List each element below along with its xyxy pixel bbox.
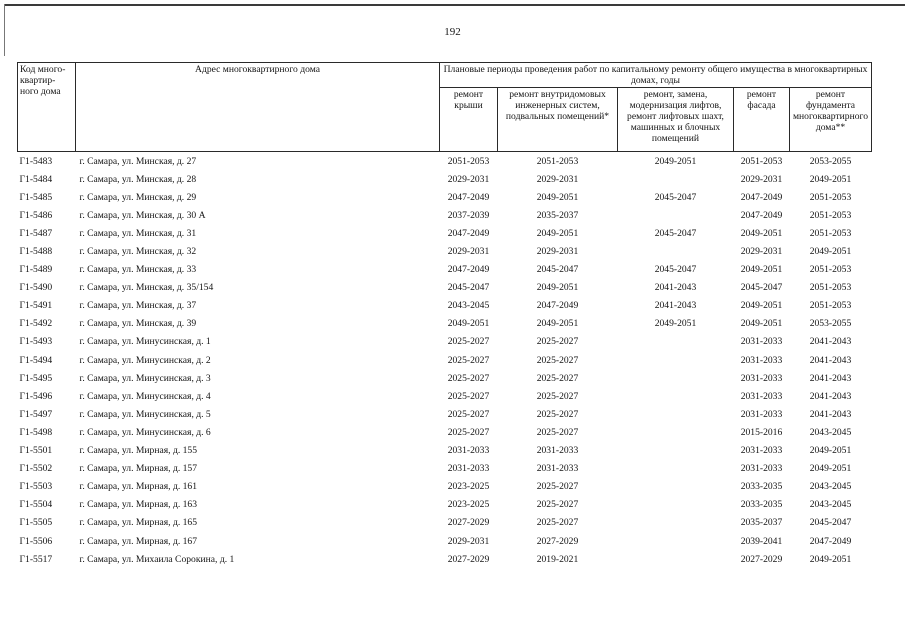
cell-code: Г1-5495: [19, 372, 53, 384]
cell-foundation: 2043-2045: [809, 481, 852, 493]
cell-elevators: 2041-2043: [654, 282, 697, 294]
cell-roof: 2047-2049: [447, 227, 490, 239]
cell-roof: 2027-2029: [447, 517, 490, 529]
cell-address: г. Самара, ул. Мирная, д. 165: [79, 517, 198, 529]
table-row: [18, 532, 872, 550]
cell-facade: 2031-2033: [740, 463, 783, 475]
cell-code: Г1-5502: [19, 463, 53, 475]
cell-foundation: 2051-2053: [809, 191, 852, 203]
table-header: [18, 63, 872, 152]
cell-roof: 2049-2051: [447, 318, 490, 330]
cell-roof: 2025-2027: [447, 336, 490, 348]
table-row: [18, 423, 872, 441]
cell-facade: 2031-2033: [740, 354, 783, 366]
capital-repair-table: [17, 62, 872, 568]
cell-foundation: 2049-2051: [809, 553, 852, 565]
cell-roof: 2025-2027: [447, 408, 490, 420]
table-row: [18, 261, 872, 279]
cell-systems: 2025-2027: [536, 481, 579, 493]
table-row: [18, 514, 872, 532]
cell-address: г. Самара, ул. Минусинская, д. 3: [79, 372, 211, 384]
cell-systems: 2031-2033: [536, 463, 579, 475]
cell-elevators: 2049-2051: [654, 318, 697, 330]
table-row: [18, 170, 872, 188]
cell-roof: 2029-2031: [447, 535, 490, 547]
cell-code: Г1-5498: [19, 426, 53, 438]
cell-address: г. Самара, ул. Минская, д. 32: [79, 246, 197, 258]
cell-code: Г1-5501: [19, 445, 53, 457]
cell-roof: 2023-2025: [447, 481, 490, 493]
cell-elevators: [618, 387, 734, 405]
cell-address: г. Самара, ул. Минусинская, д. 2: [79, 354, 211, 366]
table-row: [18, 333, 872, 351]
cell-facade: 2049-2051: [740, 300, 783, 312]
cell-facade: 2033-2035: [740, 481, 783, 493]
cell-facade: 2047-2049: [740, 191, 783, 203]
cell-roof: 2051-2053: [447, 155, 490, 167]
table-row: [18, 351, 872, 369]
cell-foundation: 2051-2053: [809, 209, 852, 221]
cell-systems: 2049-2051: [536, 227, 579, 239]
cell-address: г. Самара, ул. Минусинская, д. 5: [79, 408, 211, 420]
cell-code: Г1-5487: [19, 227, 53, 239]
cell-systems: 2019-2021: [536, 553, 579, 565]
cell-code: Г1-5490: [19, 282, 53, 294]
cell-systems: 2029-2031: [536, 173, 579, 185]
cell-foundation: 2053-2055: [809, 318, 852, 330]
cell-elevators: [618, 550, 734, 568]
cell-code: Г1-5488: [19, 246, 53, 258]
cell-roof: 2025-2027: [447, 354, 490, 366]
top-border-line: [4, 4, 905, 6]
cell-facade: 2031-2033: [740, 445, 783, 457]
cell-facade: 2027-2029: [740, 553, 783, 565]
cell-elevators: [618, 460, 734, 478]
table-row: [18, 442, 872, 460]
cell-facade: 2049-2051: [740, 318, 783, 330]
table-body: [18, 152, 872, 569]
table-row: [18, 315, 872, 333]
cell-address: г. Самара, ул. Минская, д. 28: [79, 173, 197, 185]
cell-foundation: 2045-2047: [809, 517, 852, 529]
cell-roof: 2043-2045: [447, 300, 490, 312]
cell-systems: 2049-2051: [536, 318, 579, 330]
cell-code: Г1-5491: [19, 300, 53, 312]
table-row: [18, 152, 872, 171]
header-foundation: ремонт фундамента многоквартирного дома**: [790, 88, 872, 152]
cell-systems: 2025-2027: [536, 408, 579, 420]
cell-systems: 2045-2047: [536, 264, 579, 276]
cell-foundation: 2041-2043: [809, 408, 852, 420]
cell-facade: 2031-2033: [740, 336, 783, 348]
cell-elevators: [618, 532, 734, 550]
cell-elevators: 2045-2047: [654, 227, 697, 239]
cell-elevators: [618, 351, 734, 369]
table-row: [18, 387, 872, 405]
cell-roof: 2025-2027: [447, 390, 490, 402]
cell-systems: 2029-2031: [536, 246, 579, 258]
cell-systems: 2035-2037: [536, 209, 579, 221]
cell-foundation: 2051-2053: [809, 282, 852, 294]
cell-code: Г1-5485: [19, 191, 53, 203]
cell-address: г. Самара, ул. Михаила Сорокина, д. 1: [79, 553, 235, 565]
cell-address: г. Самара, ул. Минская, д. 29: [79, 191, 197, 203]
cell-foundation: 2041-2043: [809, 336, 852, 348]
cell-facade: 2029-2031: [740, 173, 783, 185]
cell-address: г. Самара, ул. Минская, д. 33: [79, 264, 197, 276]
cell-foundation: 2041-2043: [809, 354, 852, 366]
cell-facade: 2033-2035: [740, 499, 783, 511]
cell-facade: 2039-2041: [740, 535, 783, 547]
cell-code: Г1-5494: [19, 354, 53, 366]
cell-systems: 2025-2027: [536, 354, 579, 366]
cell-elevators: [618, 496, 734, 514]
cell-elevators: [618, 170, 734, 188]
cell-roof: 2047-2049: [447, 191, 490, 203]
cell-systems: 2025-2027: [536, 390, 579, 402]
cell-address: г. Самара, ул. Мирная, д. 163: [79, 499, 198, 511]
cell-address: г. Самара, ул. Мирная, д. 161: [79, 481, 198, 493]
cell-elevators: 2045-2047: [654, 264, 697, 276]
cell-systems: 2025-2027: [536, 517, 579, 529]
cell-address: г. Самара, ул. Минская, д. 31: [79, 227, 197, 239]
cell-elevators: [618, 333, 734, 351]
cell-facade: 2035-2037: [740, 517, 783, 529]
cell-code: Г1-5492: [19, 318, 53, 330]
cell-roof: 2029-2031: [447, 246, 490, 258]
cell-facade: 2049-2051: [740, 264, 783, 276]
cell-address: г. Самара, ул. Минусинская, д. 1: [79, 336, 211, 348]
cell-code: Г1-5506: [19, 535, 53, 547]
cell-address: г. Самара, ул. Минусинская, д. 6: [79, 426, 211, 438]
cell-code: Г1-5484: [19, 173, 53, 185]
cell-facade: 2049-2051: [740, 227, 783, 239]
cell-code: Г1-5517: [19, 553, 53, 565]
table-row: [18, 478, 872, 496]
cell-systems: 2049-2051: [536, 191, 579, 203]
cell-roof: 2037-2039: [447, 209, 490, 221]
cell-foundation: 2049-2051: [809, 246, 852, 258]
cell-roof: 2029-2031: [447, 173, 490, 185]
cell-systems: 2025-2027: [536, 426, 579, 438]
table-row: [18, 496, 872, 514]
cell-elevators: [618, 206, 734, 224]
cell-systems: 2025-2027: [536, 499, 579, 511]
cell-code: Г1-5504: [19, 499, 53, 511]
cell-foundation: 2047-2049: [809, 535, 852, 547]
cell-systems: 2027-2029: [536, 535, 579, 547]
table-row: [18, 242, 872, 260]
cell-foundation: 2043-2045: [809, 426, 852, 438]
table-row: [18, 369, 872, 387]
cell-roof: 2047-2049: [447, 264, 490, 276]
cell-code: Г1-5483: [19, 155, 53, 167]
cell-facade: 2051-2053: [740, 155, 783, 167]
cell-elevators: 2049-2051: [654, 155, 697, 167]
table-row: [18, 550, 872, 568]
cell-elevators: 2041-2043: [654, 300, 697, 312]
cell-roof: 2025-2027: [447, 372, 490, 384]
cell-elevators: [618, 242, 734, 260]
cell-foundation: 2043-2045: [809, 499, 852, 511]
cell-facade: 2031-2033: [740, 372, 783, 384]
cell-elevators: 2045-2047: [654, 191, 697, 203]
table-row: [18, 460, 872, 478]
cell-address: г. Самара, ул. Минская, д. 27: [79, 155, 197, 167]
cell-foundation: 2051-2053: [809, 300, 852, 312]
cell-facade: 2031-2033: [740, 408, 783, 420]
cell-facade: 2047-2049: [740, 209, 783, 221]
header-roof: ремонт крыши: [440, 88, 498, 152]
cell-address: г. Самара, ул. Мирная, д. 155: [79, 445, 198, 457]
cell-address: г. Самара, ул. Минская, д. 30 А: [79, 209, 206, 221]
cell-systems: 2025-2027: [536, 336, 579, 348]
cell-systems: 2051-2053: [536, 155, 579, 167]
cell-foundation: 2051-2053: [809, 264, 852, 276]
cell-address: г. Самара, ул. Минская, д. 37: [79, 300, 197, 312]
cell-code: Г1-5489: [19, 264, 53, 276]
table-row: [18, 297, 872, 315]
cell-code: Г1-5497: [19, 408, 53, 420]
cell-foundation: 2051-2053: [809, 227, 852, 239]
table-row: [18, 206, 872, 224]
table-row: [18, 224, 872, 242]
cell-systems: 2025-2027: [536, 372, 579, 384]
header-elevators: ремонт, замена, модернизация лифтов, ремонт лифтовых шахт, машинных и блочных помещений: [618, 88, 734, 152]
cell-address: г. Самара, ул. Мирная, д. 157: [79, 463, 198, 475]
cell-systems: 2047-2049: [536, 300, 579, 312]
cell-code: Г1-5503: [19, 481, 53, 493]
cell-facade: 2031-2033: [740, 390, 783, 402]
table-row: [18, 279, 872, 297]
cell-elevators: [618, 442, 734, 460]
cell-foundation: 2049-2051: [809, 173, 852, 185]
cell-address: г. Самара, ул. Мирная, д. 167: [79, 535, 198, 547]
cell-facade: 2029-2031: [740, 246, 783, 258]
cell-elevators: [618, 514, 734, 532]
cell-roof: 2031-2033: [447, 445, 490, 457]
cell-code: Г1-5486: [19, 209, 53, 221]
cell-elevators: [618, 478, 734, 496]
header-address: Адрес многоквартирного дома: [76, 63, 440, 152]
table-row: [18, 188, 872, 206]
cell-facade: 2045-2047: [740, 282, 783, 294]
cell-foundation: 2049-2051: [809, 445, 852, 457]
cell-code: Г1-5493: [19, 336, 53, 348]
cell-facade: 2015-2016: [740, 426, 783, 438]
cell-roof: 2023-2025: [447, 499, 490, 511]
table-row: [18, 405, 872, 423]
cell-roof: 2025-2027: [447, 426, 490, 438]
cell-roof: 2027-2029: [447, 553, 490, 565]
header-systems: ремонт внутридомовых инженерных систем, подвальных помещений*: [498, 88, 618, 152]
cell-elevators: [618, 405, 734, 423]
cell-address: г. Самара, ул. Минусинская, д. 4: [79, 390, 211, 402]
cell-elevators: [618, 369, 734, 387]
cell-roof: 2045-2047: [447, 282, 490, 294]
header-periods: Плановые периоды проведения работ по капитальному ремонту общего имущества в многоквартирных домах, годы: [440, 63, 872, 88]
cell-foundation: 2049-2051: [809, 463, 852, 475]
cell-systems: 2049-2051: [536, 282, 579, 294]
cell-address: г. Самара, ул. Минская, д. 35/154: [79, 282, 214, 294]
cell-code: Г1-5505: [19, 517, 53, 529]
cell-foundation: 2041-2043: [809, 390, 852, 402]
cell-address: г. Самара, ул. Минская, д. 39: [79, 318, 197, 330]
cell-systems: 2031-2033: [536, 445, 579, 457]
cell-foundation: 2053-2055: [809, 155, 852, 167]
cell-code: Г1-5496: [19, 390, 53, 402]
header-facade: ремонт фасада: [734, 88, 790, 152]
cell-roof: 2031-2033: [447, 463, 490, 475]
cell-foundation: 2041-2043: [809, 372, 852, 384]
cell-elevators: [618, 423, 734, 441]
page-number: 192: [444, 26, 461, 38]
header-code: Код много-квартир-ного дома: [18, 63, 76, 152]
